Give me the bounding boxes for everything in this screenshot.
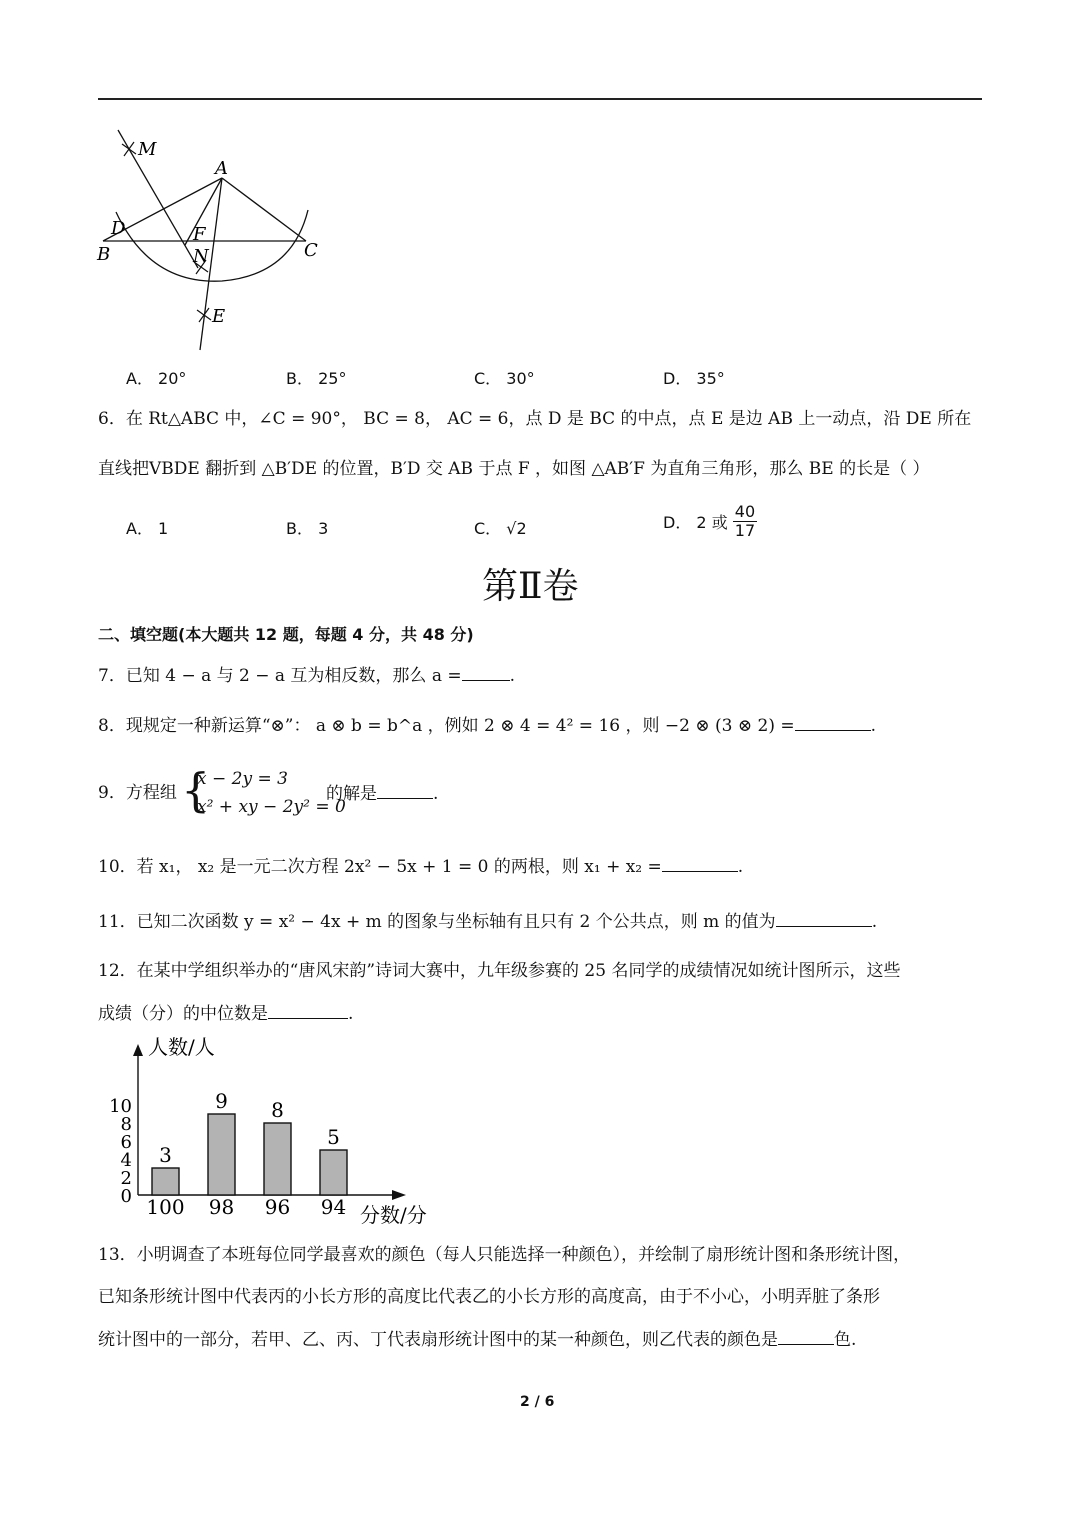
y-tick-label: 4	[120, 1150, 132, 1171]
label-f: F	[193, 224, 206, 245]
header-rule	[98, 98, 982, 100]
q8: 8．现规定一种新运算“⊗”： a ⊗ b = b^a ，例如 2 ⊗ 4 = 4² = 16 ，则 −2 ⊗ (3 ⊗ 2) = .	[98, 716, 877, 736]
q11: 11．已知二次函数 y = x² − 4x + m 的图象与坐标轴有且只有 2 个公共点，则 m 的值为 .	[98, 912, 878, 932]
q9-suffix: 的解是 .	[326, 784, 439, 804]
q6-line1: 6．在 Rt△ABC 中，∠C = 90°， BC = 8， AC = 6，点 D 是 BC 的中点，点 E 是边 AB 上一动点，沿 DE 所在	[98, 409, 972, 429]
bar	[320, 1150, 347, 1195]
q6-option-c[interactable]: C． √2	[474, 519, 527, 538]
q6-line2: 直线把VBDE 翻折到 △B′DE 的位置，B′D 交 AB 于点 F ，如图 △AB′F 为直角三角形，那么 BE 的长是（ ）	[98, 459, 930, 479]
page-number: 2 / 6	[520, 1394, 555, 1410]
label-m: M	[138, 139, 157, 160]
label-a: A	[215, 158, 228, 179]
q6-option-b[interactable]: B． 3	[286, 519, 329, 538]
brace: {	[181, 763, 211, 817]
answer-blank[interactable]	[662, 855, 738, 872]
label-n: N	[193, 246, 209, 267]
x-axis-arrow	[392, 1190, 406, 1200]
answer-blank[interactable]	[377, 782, 433, 799]
y-tick-label: 8	[120, 1114, 132, 1135]
q12-line1: 12．在某中学组织举办的“唐风宋韵”诗词大赛中，九年级参赛的 25 名同学的成绩情况如统计图所示，这些	[98, 961, 901, 981]
q7: 7．已知 4 − a 与 2 − a 互为相反数，那么 a = .	[98, 666, 516, 686]
label-d: D	[111, 218, 126, 239]
label-e: E	[212, 306, 226, 327]
bar-data-label: 9	[215, 1089, 228, 1113]
answer-blank[interactable]	[776, 910, 872, 927]
label-b: B	[97, 244, 111, 265]
q13-line2: 已知条形统计图中代表丙的小长方形的高度比代表乙的小长方形的高度高，由于不小心，小明弄脏了条形	[98, 1287, 880, 1307]
y-tick-label: 0	[120, 1186, 132, 1207]
q10: 10．若 x₁， x₂ 是一元二次方程 2x² − 5x + 1 = 0 的两根，则 x₁ + x₂ = .	[98, 857, 744, 877]
geometry-figure	[95, 125, 335, 355]
q9-eq2: x² + xy − 2y² = 0	[197, 797, 346, 817]
x-tick-label: 94	[320, 1195, 347, 1219]
q6-option-a[interactable]: A． 1	[126, 519, 169, 538]
q5-option-d[interactable]: D． 35°	[663, 369, 725, 388]
x-tick-label: 96	[264, 1195, 291, 1219]
q13-line1: 13．小明调查了本班每位同学最喜欢的颜色（每人只能选择一种颜色），并绘制了扇形统计图和条形统计图，	[98, 1245, 911, 1265]
x-axis-label: 分数/分	[360, 1203, 427, 1227]
q5-option-b[interactable]: B． 25°	[286, 369, 347, 388]
q9-prefix: 9．方程组	[98, 783, 177, 803]
line-me	[118, 130, 198, 268]
y-tick-label: 2	[120, 1168, 132, 1189]
answer-blank[interactable]	[778, 1328, 834, 1345]
q5-option-c[interactable]: C． 30°	[474, 369, 535, 388]
bar	[208, 1114, 235, 1195]
bar-chart	[100, 1030, 445, 1230]
answer-blank[interactable]	[795, 714, 871, 731]
answer-blank[interactable]	[462, 664, 510, 681]
x-tick-label: 98	[208, 1195, 235, 1219]
q13-line3: 统计图中的一部分，若甲、乙、丙、丁代表扇形统计图中的某一种颜色，则乙代表的颜色是 色.	[98, 1330, 857, 1350]
bar-data-label: 5	[327, 1125, 340, 1149]
q9-eq1: x − 2y = 3	[197, 769, 288, 789]
y-axis-label: 人数/人	[148, 1035, 215, 1059]
bar	[264, 1123, 291, 1195]
q6-option-d[interactable]: D． 2 或 $\frac{40}{17}$	[663, 502, 756, 540]
bar-data-label: 3	[159, 1143, 172, 1167]
bar-data-label: 8	[271, 1098, 284, 1122]
q5-option-a[interactable]: A． 20°	[126, 369, 187, 388]
y-axis-arrow	[133, 1044, 143, 1056]
section-title: 第Ⅱ卷	[482, 566, 579, 607]
y-tick-label: 10	[109, 1096, 132, 1117]
segment-ac	[222, 178, 306, 241]
q12-line2: 成绩（分）的中位数是 .	[98, 1004, 354, 1024]
label-c: C	[304, 240, 318, 261]
section-heading: 二、填空题(本大题共 12 题，每题 4 分，共 48 分)	[98, 625, 474, 644]
y-tick-label: 6	[120, 1132, 132, 1153]
fraction-40-17: $\frac{40}{17}$	[734, 502, 756, 540]
cross-m	[122, 142, 136, 156]
bar	[152, 1168, 179, 1195]
answer-blank[interactable]	[268, 1002, 348, 1019]
x-tick-label: 100	[146, 1195, 185, 1219]
